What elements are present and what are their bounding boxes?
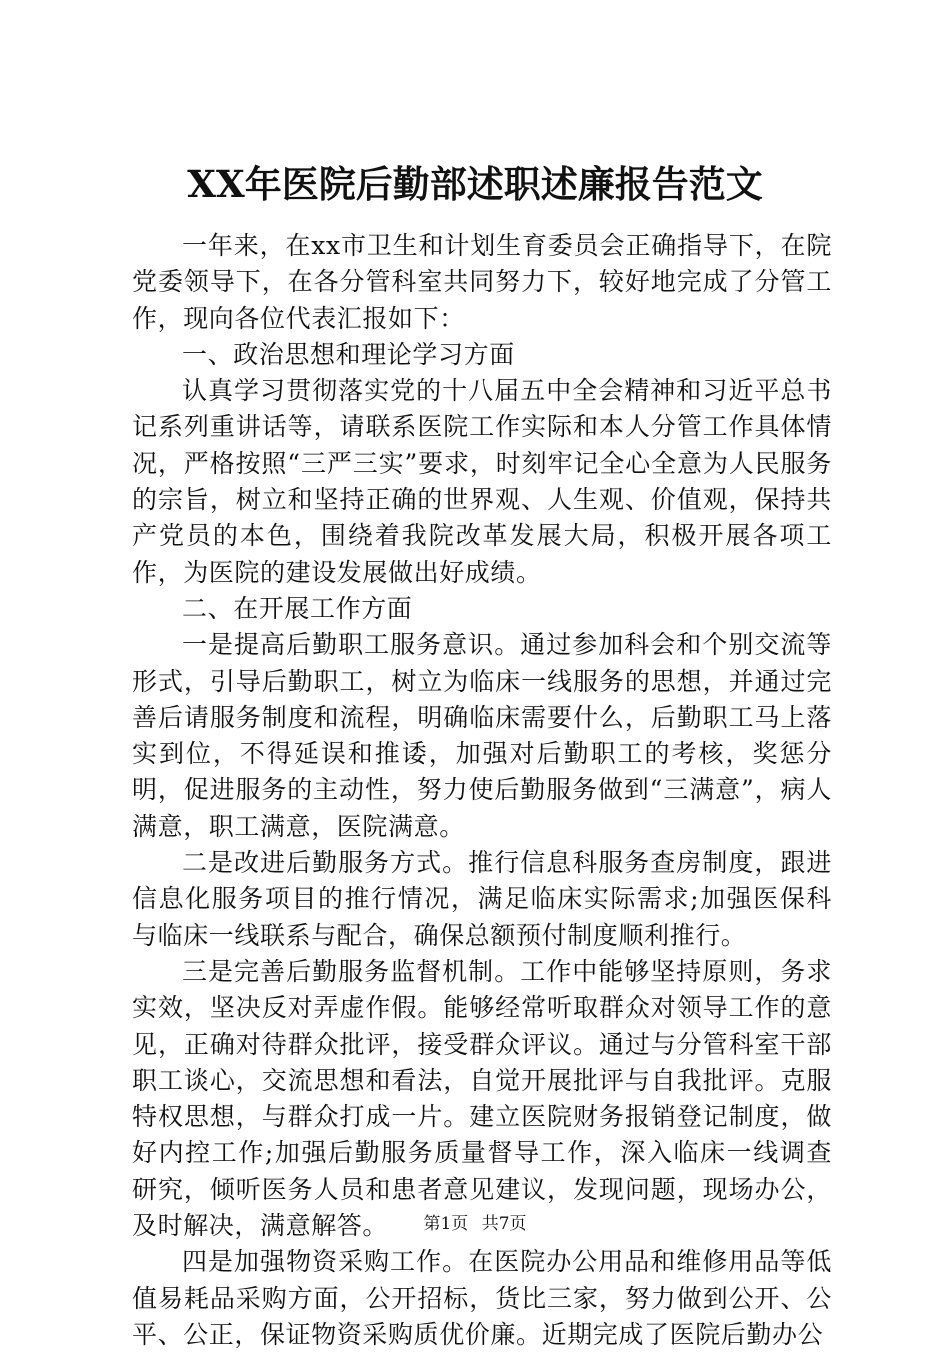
section-heading-work: 二、在开展工作方面 [182, 593, 413, 623]
paragraph-work-1: 一是提高后勤职工服务意识。通过参加科会和个别交流等形式，引导后勤职工，树立为临床一线服务的思想，并通过完善后请服务制度和流程，明确临床需要什么，后勤职工马上落实到位，不得延误和推诿，加强对后勤职工的考核，奖惩分明，促进服务的主动性，努力使后勤服务做到“三满意”，病人满意，职工满意，医院满意。 [132, 630, 832, 841]
page-number-current: 第1页 [423, 1214, 469, 1234]
page-number-total: 共7页 [481, 1214, 527, 1234]
section-heading-politics: 一、政治思想和理论学习方面 [182, 339, 515, 369]
paragraph-work-3: 三是完善后勤服务监督机制。工作中能够坚持原则，务求实效，坚决反对弄虚作假。能够经常听取群众对领导工作的意见，正确对待群众批评，接受群众评议。通过与分管科室干部职工谈心，交流思想和看法，自觉开展批评与自我批评。克服特权思想，与群众打成一片。建立医院财务报销登记制度，做好内控工作;加强后勤服务质量督导工作，深入临床一线调查研究，倾听医务人员和患者意见建议，发现问题，现场办公，及时解决，满意解答。 [132, 956, 832, 1241]
paragraph-work-2: 二是改进后勤服务方式。推行信息科服务查房制度，跟进信息化服务项目的推行情况，满足临床实际需求;加强医保科与临床一线联系与配合，确保总额预付制度顺利推行。 [132, 848, 832, 950]
paragraph-work-4: 四是加强物资采购工作。在医院办公用品和维修用品等低值易耗品采购方面，公开招标，货比三家，努力做到公开、公平、公正，保证物资采购质优价廉。近期完成了医院后勤办公 [132, 1247, 832, 1349]
paragraph-intro: 一年来，在xx市卫生和计划生育委员会正确指导下，在院党委领导下，在各分管科室共同努力下，较好地完成了分管工作，现向各位代表汇报如下： [132, 231, 832, 333]
paragraph-politics: 认真学习贯彻落实党的十八届五中全会精神和习近平总书记系列重讲话等，请联系医院工作实际和本人分管工作具体情况，严格按照“三严三实”要求，时刻牢记全心全意为人民服务的宗旨，树立和坚持正确的世界观、人生观、价值观，保持共产党员的本色，围绕着我院改革发展大局，积极开展各项工作，为医院的建设发展做出好成绩。 [132, 376, 832, 587]
document-body [132, 228, 832, 1353]
document-title: XX年医院后勤部述职述廉报告范文 [187, 162, 763, 206]
page-footer [0, 1213, 950, 1235]
